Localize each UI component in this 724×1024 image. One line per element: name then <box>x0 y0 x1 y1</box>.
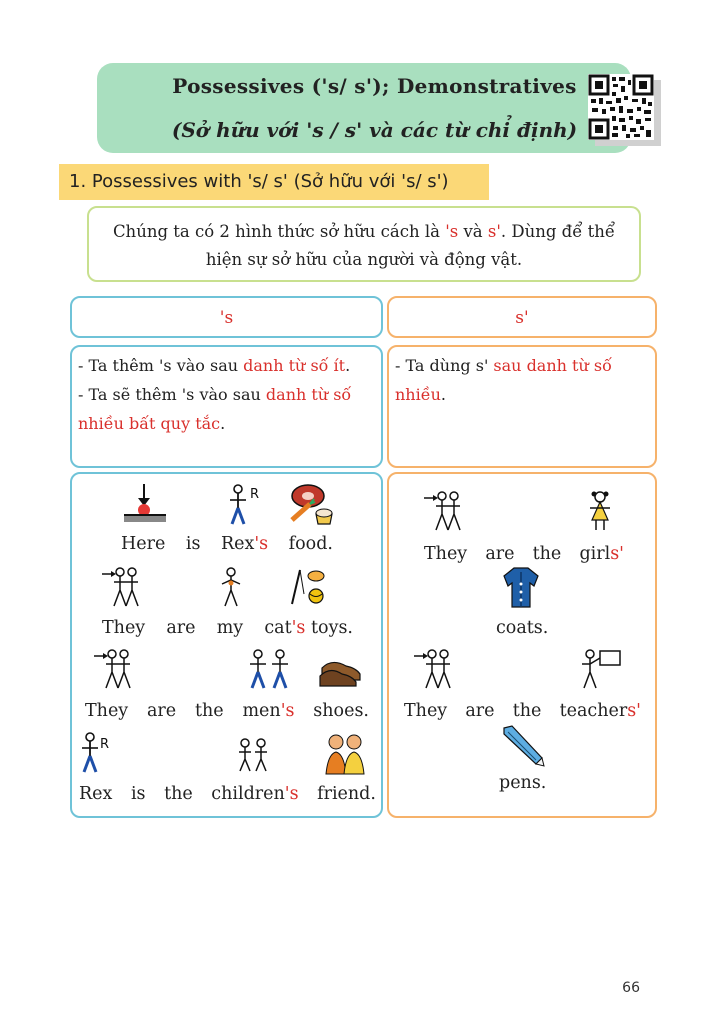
example-sentence-3: They are the men's shoes. <box>85 701 369 721</box>
page-number: 66 <box>622 980 640 996</box>
food-icon <box>288 482 336 526</box>
toys-icon <box>286 564 332 610</box>
example-sentence-5: They are the girls' <box>424 544 624 564</box>
intro-text: . Dùng để thể hiện sự sở hữu của người và động vật. <box>205 222 616 269</box>
they-icon <box>92 648 138 692</box>
pen-icon <box>500 724 546 768</box>
rule-box-left <box>70 345 383 468</box>
rex-person-icon <box>226 484 264 526</box>
they-icon <box>412 648 458 692</box>
girl-icon <box>586 490 614 534</box>
intro-text: Chúng ta có 2 hình thức sở hữu cách là <box>112 222 446 241</box>
rule-box-right <box>387 345 657 468</box>
intro-text: và <box>458 222 488 241</box>
page-title: Possessives ('s/ s'); Demonstratives <box>172 74 577 98</box>
column-header-s-apostrophe: s' <box>387 296 657 338</box>
they-icon <box>100 566 146 610</box>
rule-plural: - Ta dùng s' sau danh từ số nhiều. <box>395 356 612 404</box>
example-sentence-2: They are my cat's toys. <box>102 618 353 638</box>
rule-irregular-plural: - Ta sẽ thêm 's vào sau danh từ số nhiều bất quy tắc. <box>78 385 352 433</box>
example-sentence-5-end: coats. <box>496 618 549 638</box>
rule-singular: - Ta thêm 's vào sau danh từ số ít. <box>78 356 351 375</box>
rex-person-icon <box>80 732 116 776</box>
example-sentence-6: They are the teachers' <box>404 701 641 721</box>
section-heading: 1. Possessives with 's/ s' (Sở hữu với 's/ s') <box>59 164 489 200</box>
here-icon <box>122 482 168 524</box>
my-icon <box>218 566 244 610</box>
svg-text:R: R <box>100 737 110 752</box>
teacher-icon <box>580 648 622 692</box>
svg-text:R: R <box>250 487 260 502</box>
example-sentence-1: Here is Rex's food. <box>121 534 333 554</box>
page-subtitle: (Sở hữu với 's / s' và các từ chỉ định) <box>171 118 578 142</box>
intro-highlight-s-apostrophe: s' <box>487 222 501 241</box>
they-icon <box>422 490 468 534</box>
friend-icon <box>322 732 368 776</box>
men-icon <box>246 648 294 692</box>
example-sentence-6-end: pens. <box>499 773 547 793</box>
children-icon <box>236 738 270 774</box>
shoes-icon <box>318 654 364 688</box>
example-sentence-4: Rex is the children's friend. <box>79 784 376 804</box>
coat-icon <box>500 564 542 610</box>
column-header-apostrophe-s: 's <box>70 296 383 338</box>
intro-highlight-apostrophe-s: 's <box>445 222 459 241</box>
intro-box <box>87 206 641 282</box>
qr-code-icon[interactable] <box>588 74 654 140</box>
